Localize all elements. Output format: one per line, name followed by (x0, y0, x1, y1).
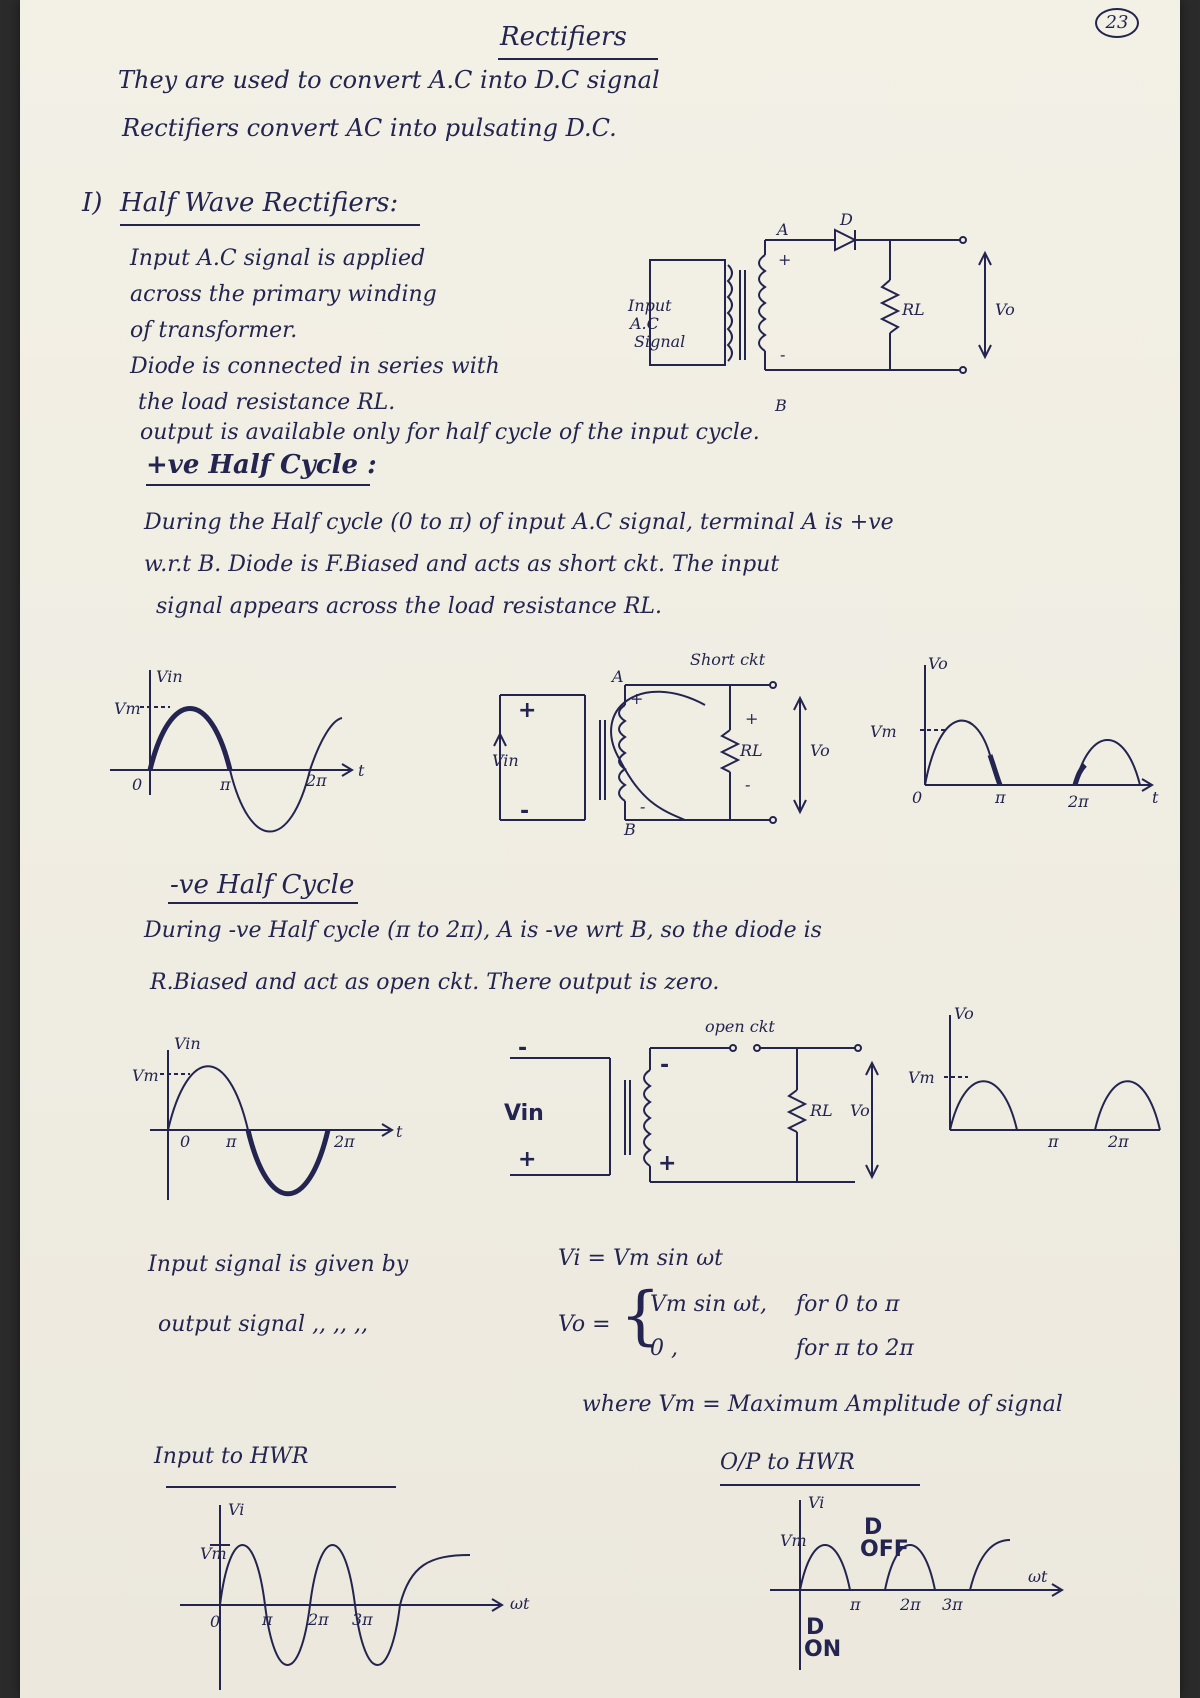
output-to-hwr-3pi: 3π (942, 1595, 963, 1614)
where-vm-note: where Vm = Maximum Amplitude of signal (582, 1392, 1063, 1417)
negative-input-graph (130, 1025, 420, 1205)
negative-circuit-minus-primary: - (518, 1036, 528, 1061)
intro-line-1: They are used to convert A.C into D.C signal (118, 66, 660, 94)
hwr-line-6: output is available only for half cycle of the input cycle. (140, 420, 760, 445)
positive-circuit-vo: Vo (810, 741, 830, 760)
output-case-1-expr: Vm sin ωt, (650, 1292, 768, 1317)
positive-output-zero: 0 (912, 788, 923, 807)
output-case-2-cond: for π to 2π (796, 1336, 914, 1361)
negative-circuit-diagram (480, 1010, 900, 1190)
negative-input-t: t (396, 1122, 403, 1141)
output-to-hwr-wt: ωt (1028, 1567, 1048, 1586)
positive-circuit-plus-secondary: + (630, 689, 644, 708)
notebook-page (20, 0, 1180, 1698)
positive-circuit-plus-rl: + (745, 709, 759, 728)
output-to-hwr-underline (720, 1484, 920, 1486)
negative-line-1: During -ve Half cycle (π to 2π), A is -ve wrt B, so the diode is (144, 918, 822, 943)
positive-output-t: t (1152, 788, 1159, 807)
input-to-hwr-graph (170, 1495, 590, 1695)
hwr-line-1: Input A.C signal is applied (130, 246, 426, 271)
negative-circuit-minus-secondary: - (660, 1053, 670, 1078)
input-to-hwr-zero: 0 (210, 1612, 221, 1631)
output-to-hwr-graph (760, 1490, 1100, 1690)
output-to-hwr-vi: Vi (808, 1493, 825, 1512)
hwr-label-vo: Vo (995, 300, 1015, 319)
input-to-hwr-vm: Vm (200, 1544, 227, 1563)
positive-input-vin: Vin (156, 667, 183, 686)
negative-line-2: R.Biased and act as open ckt. There output is zero. (150, 970, 720, 995)
hwr-bullet: I) (82, 188, 103, 218)
output-case-2-expr: 0 , (650, 1336, 678, 1361)
output-to-hwr-d-off-2: OFF (860, 1537, 909, 1562)
positive-circuit-vin: Vin (492, 751, 519, 770)
input-to-hwr-heading: Input to HWR (154, 1444, 309, 1469)
input-to-hwr-2pi: 2π (308, 1610, 329, 1629)
input-to-hwr-vi: Vi (228, 1500, 245, 1519)
negative-input-zero: 0 (180, 1132, 191, 1151)
positive-circuit-rl: RL (740, 741, 763, 760)
hwr-line-5: the load resistance RL. (138, 390, 396, 415)
negative-input-2pi: 2π (334, 1132, 355, 1151)
negative-output-vm: Vm (908, 1068, 935, 1087)
output-to-hwr-d-on-2: ON (804, 1637, 842, 1662)
hwr-label-input-1: Input (628, 296, 672, 315)
output-brace: { (620, 1279, 661, 1353)
output-to-hwr-2pi: 2π (900, 1595, 921, 1614)
hwr-label-a: A (777, 220, 789, 239)
output-to-hwr-d-off-1: D (864, 1515, 883, 1540)
negative-output-vo: Vo (954, 1004, 974, 1023)
positive-input-2pi: 2π (306, 771, 327, 790)
page-title: Rectifiers (500, 22, 627, 52)
intro-line-2: Rectifiers convert AC into pulsating D.C. (122, 114, 617, 142)
title-underline (498, 58, 658, 60)
hwr-heading: Half Wave Rectifiers: (120, 188, 399, 218)
positive-circuit-minus-rl: - (745, 775, 751, 794)
positive-line-2: w.r.t B. Diode is F.Biased and acts as short ckt. The input (144, 552, 780, 577)
negative-input-pi: π (226, 1132, 237, 1151)
positive-circuit-minus-primary: - (520, 799, 530, 824)
negative-circuit-open: open ckt (705, 1017, 775, 1036)
hwr-label-minus: - (780, 345, 786, 364)
hwr-label-input-3: Signal (634, 332, 686, 351)
negative-circuit-vo: Vo (850, 1101, 870, 1120)
positive-circuit-diagram (440, 650, 860, 840)
positive-input-vm: Vm (114, 699, 141, 718)
negative-circuit-rl: RL (810, 1101, 833, 1120)
negative-output-graph (908, 1004, 1180, 1155)
hwr-line-4: Diode is connected in series with (130, 354, 500, 379)
negative-heading: -ve Half Cycle (170, 870, 355, 900)
hwr-label-d: D (840, 210, 853, 229)
positive-line-3: signal appears across the load resistance RL. (156, 594, 662, 619)
hwr-label-b: B (775, 396, 787, 415)
negative-output-pi: π (1048, 1132, 1059, 1151)
positive-output-vm: Vm (870, 722, 897, 741)
output-signal-lhs: Vo = (558, 1312, 611, 1337)
negative-circuit-plus-secondary: + (658, 1151, 677, 1176)
input-signal-label: Input signal is given by (148, 1252, 409, 1277)
hwr-line-2: across the primary winding (130, 282, 437, 307)
positive-output-2pi: 2π (1068, 792, 1089, 811)
negative-input-vin: Vin (174, 1034, 201, 1053)
negative-heading-underline (168, 902, 358, 904)
positive-circuit-plus-primary: + (518, 698, 537, 723)
positive-circuit-minus-secondary: - (640, 797, 646, 816)
negative-output-2pi: 2π (1108, 1132, 1129, 1151)
positive-input-t: t (358, 761, 365, 780)
hwr-label-rl: RL (902, 300, 925, 319)
negative-circuit-plus-primary: + (518, 1147, 537, 1172)
hwr-label-input-2: A.C (630, 314, 659, 333)
positive-line-1: During the Half cycle (0 to π) of input A.C signal, terminal A is +ve (144, 510, 894, 535)
hwr-circuit-diagram (600, 210, 1060, 415)
positive-circuit-short: Short ckt (690, 650, 766, 669)
negative-input-vm: Vm (132, 1066, 159, 1085)
input-signal-equation: Vi = Vm sin ωt (558, 1246, 723, 1271)
output-signal-label: output signal ,, ,, ,, (158, 1312, 369, 1337)
positive-input-graph (110, 660, 390, 810)
positive-input-pi: π (220, 775, 231, 794)
page-number: 23 (1095, 8, 1139, 38)
positive-output-graph (870, 654, 1170, 820)
positive-output-pi: π (995, 788, 1006, 807)
hwr-line-3: of transformer. (130, 318, 298, 343)
output-case-1-cond: for 0 to π (796, 1292, 900, 1317)
positive-output-vo: Vo (928, 654, 948, 673)
positive-heading: +ve Half Cycle : (146, 450, 377, 480)
output-to-hwr-vm: Vm (780, 1531, 807, 1550)
hwr-label-plus: + (778, 250, 792, 269)
input-to-hwr-3pi: 3π (352, 1610, 373, 1629)
input-to-hwr-wt: ωt (510, 1594, 530, 1613)
positive-input-zero: 0 (132, 775, 143, 794)
positive-circuit-b: B (624, 820, 636, 839)
positive-heading-underline (146, 484, 370, 486)
positive-circuit-a: A (612, 667, 624, 686)
input-to-hwr-pi: π (262, 1610, 273, 1629)
negative-circuit-vin: Vin (504, 1101, 544, 1126)
output-to-hwr-heading: O/P to HWR (720, 1450, 855, 1475)
input-to-hwr-underline (166, 1486, 396, 1488)
output-to-hwr-pi: π (850, 1595, 861, 1614)
output-to-hwr-d-on-1: D (806, 1615, 825, 1640)
hwr-heading-underline (120, 224, 420, 226)
